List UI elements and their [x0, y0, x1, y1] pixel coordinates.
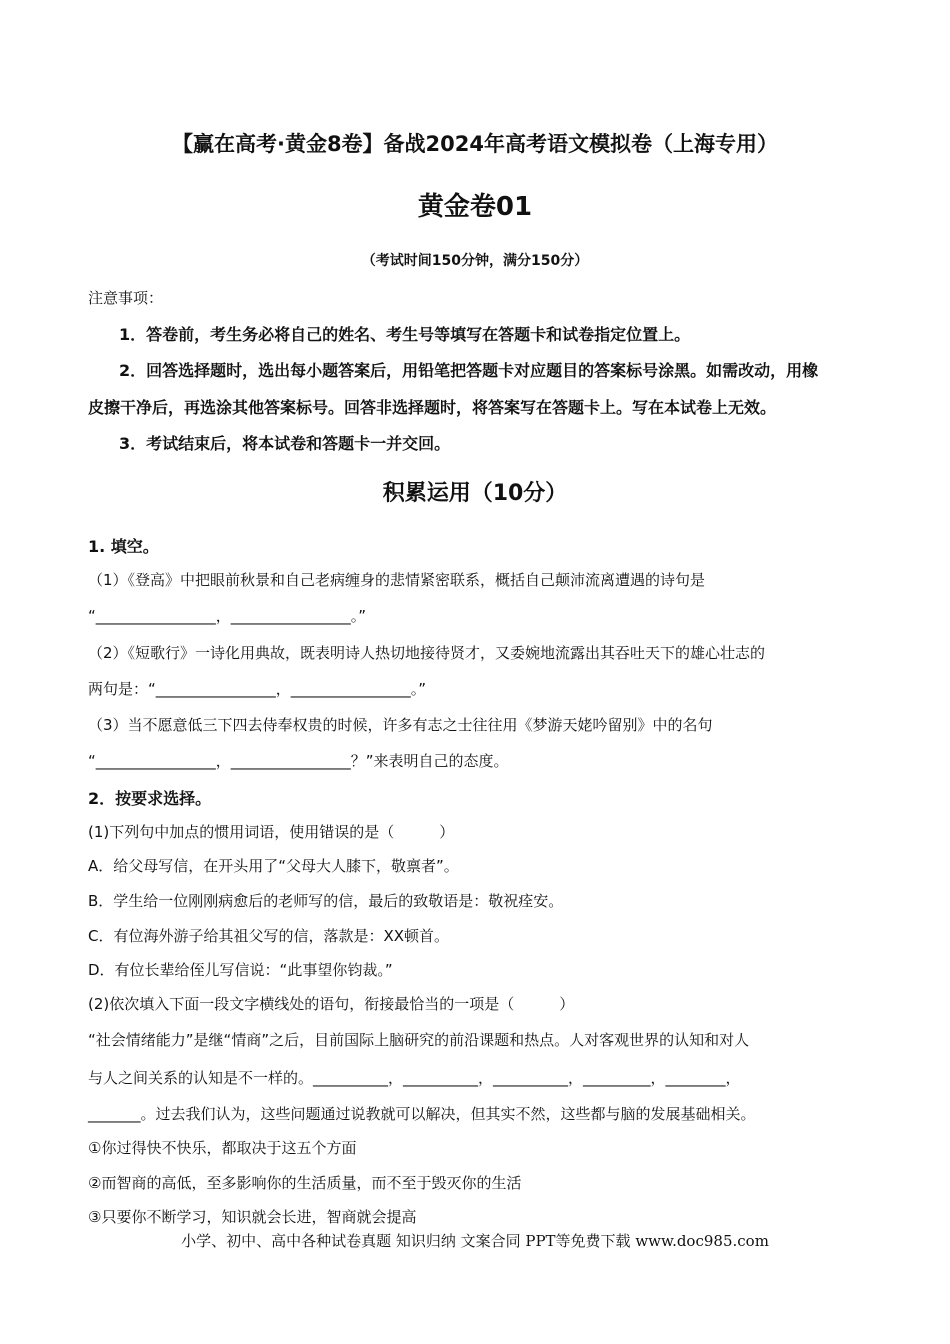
q1-part2-line2: 两句是：“________________，________________。”	[88, 680, 427, 698]
q2-sub1-option-d: D．有位长辈给侄儿写信说：“此事望你钧裁。”	[88, 961, 393, 979]
q2-sentence-1: ①你过得快不快乐，都取决于这五个方面	[88, 1139, 357, 1157]
exam-info: （考试时间150分钟，满分150分）	[361, 253, 589, 269]
notice-item-2-line2: 皮擦干净后，再选涂其他答案标号。回答非选择题时，将答案写在答题卡上。写在本试卷上无效。	[88, 398, 777, 417]
q2-sub1-stem: (1)下列句中加点的惯用词语，使用错误的是（ ）	[88, 823, 455, 841]
q1-part1-line1: （1）《登高》中把眼前秋景和自己老病缠身的悲情紧密联系，概括自己颠沛流离遭遇的诗句是	[88, 571, 706, 589]
q2-sub2-passage-line2: 与人之间关系的认知是不一样的。__________，__________，__________，_________，________，	[88, 1069, 741, 1087]
q2-sub2-stem: (2)依次填入下面一段文字横线处的语句，衔接最恰当的一项是（ ）	[88, 995, 575, 1013]
q2-sub1-option-b: B．学生给一位刚刚病愈后的老师写的信，最后的致敬语是：敬祝痊安。	[88, 892, 564, 910]
section-title: 积累运用（10分）	[382, 481, 568, 506]
question-1-heading: 1. 填空。	[88, 537, 159, 556]
q1-part3-line2: “________________，________________？”来表明自己的态度。	[88, 752, 509, 770]
q2-sub2-passage-line1: “社会情绪能力”是继“情商”之后，目前国际上脑研究的前沿课题和热点。人对客观世界的认知和对人	[88, 1031, 750, 1049]
q2-sentence-3: ③只要你不断学习，知识就会长进，智商就会提高	[88, 1208, 417, 1226]
q1-part3-line1: （3）当不愿意低三下四去侍奉权贵的时候，许多有志之士往往用《梦游天姥吟留别》中的名句	[88, 716, 713, 734]
notice-item-2-line1: 2．回答选择题时，选出每小题答案后，用铅笔把答题卡对应题目的答案标号涂黑。如需改动，用橡	[119, 361, 819, 380]
q1-part2-line1: （2）《短歌行》一诗化用典故，既表明诗人热切地接待贤才，又委婉地流露出其吞吐天下的雄心壮志的	[88, 644, 766, 662]
q1-part1-line2: “________________，________________。”	[88, 607, 367, 625]
question-2-heading: 2．按要求选择。	[88, 789, 212, 808]
q2-sentence-2: ②而智商的高低，至多影响你的生活质量，而不至于毁灭你的生活	[88, 1174, 522, 1192]
q2-sub1-option-a: A．给父母写信，在开头用了“父母大人膝下，敬禀者”。	[88, 857, 459, 875]
q2-sub2-passage-line3: _______。过去我们认为，这些问题通过说教就可以解决，但其实不然，这些都与脑的发展基础相关。	[88, 1105, 756, 1123]
notice-item-3: 3．考试结束后，将本试卷和答题卡一并交回。	[119, 434, 451, 453]
page-footer: 小学、初中、高中各种试卷真题 知识归纳 文案合同 PPT等免费下载 www.doc985.com	[181, 1232, 769, 1250]
q2-sub1-option-c: C．有位海外游子给其祖父写的信，落款是：XX顿首。	[88, 927, 450, 945]
notice-item-1: 1．答卷前，考生务必将自己的姓名、考生号等填写在答题卡和试卷指定位置上。	[119, 325, 691, 344]
notice-label: 注意事项：	[88, 289, 164, 307]
exam-title: 【赢在高考·黄金8卷】备战2024年高考语文模拟卷（上海专用）	[171, 132, 779, 156]
exam-subtitle: 黄金卷01	[417, 192, 533, 222]
